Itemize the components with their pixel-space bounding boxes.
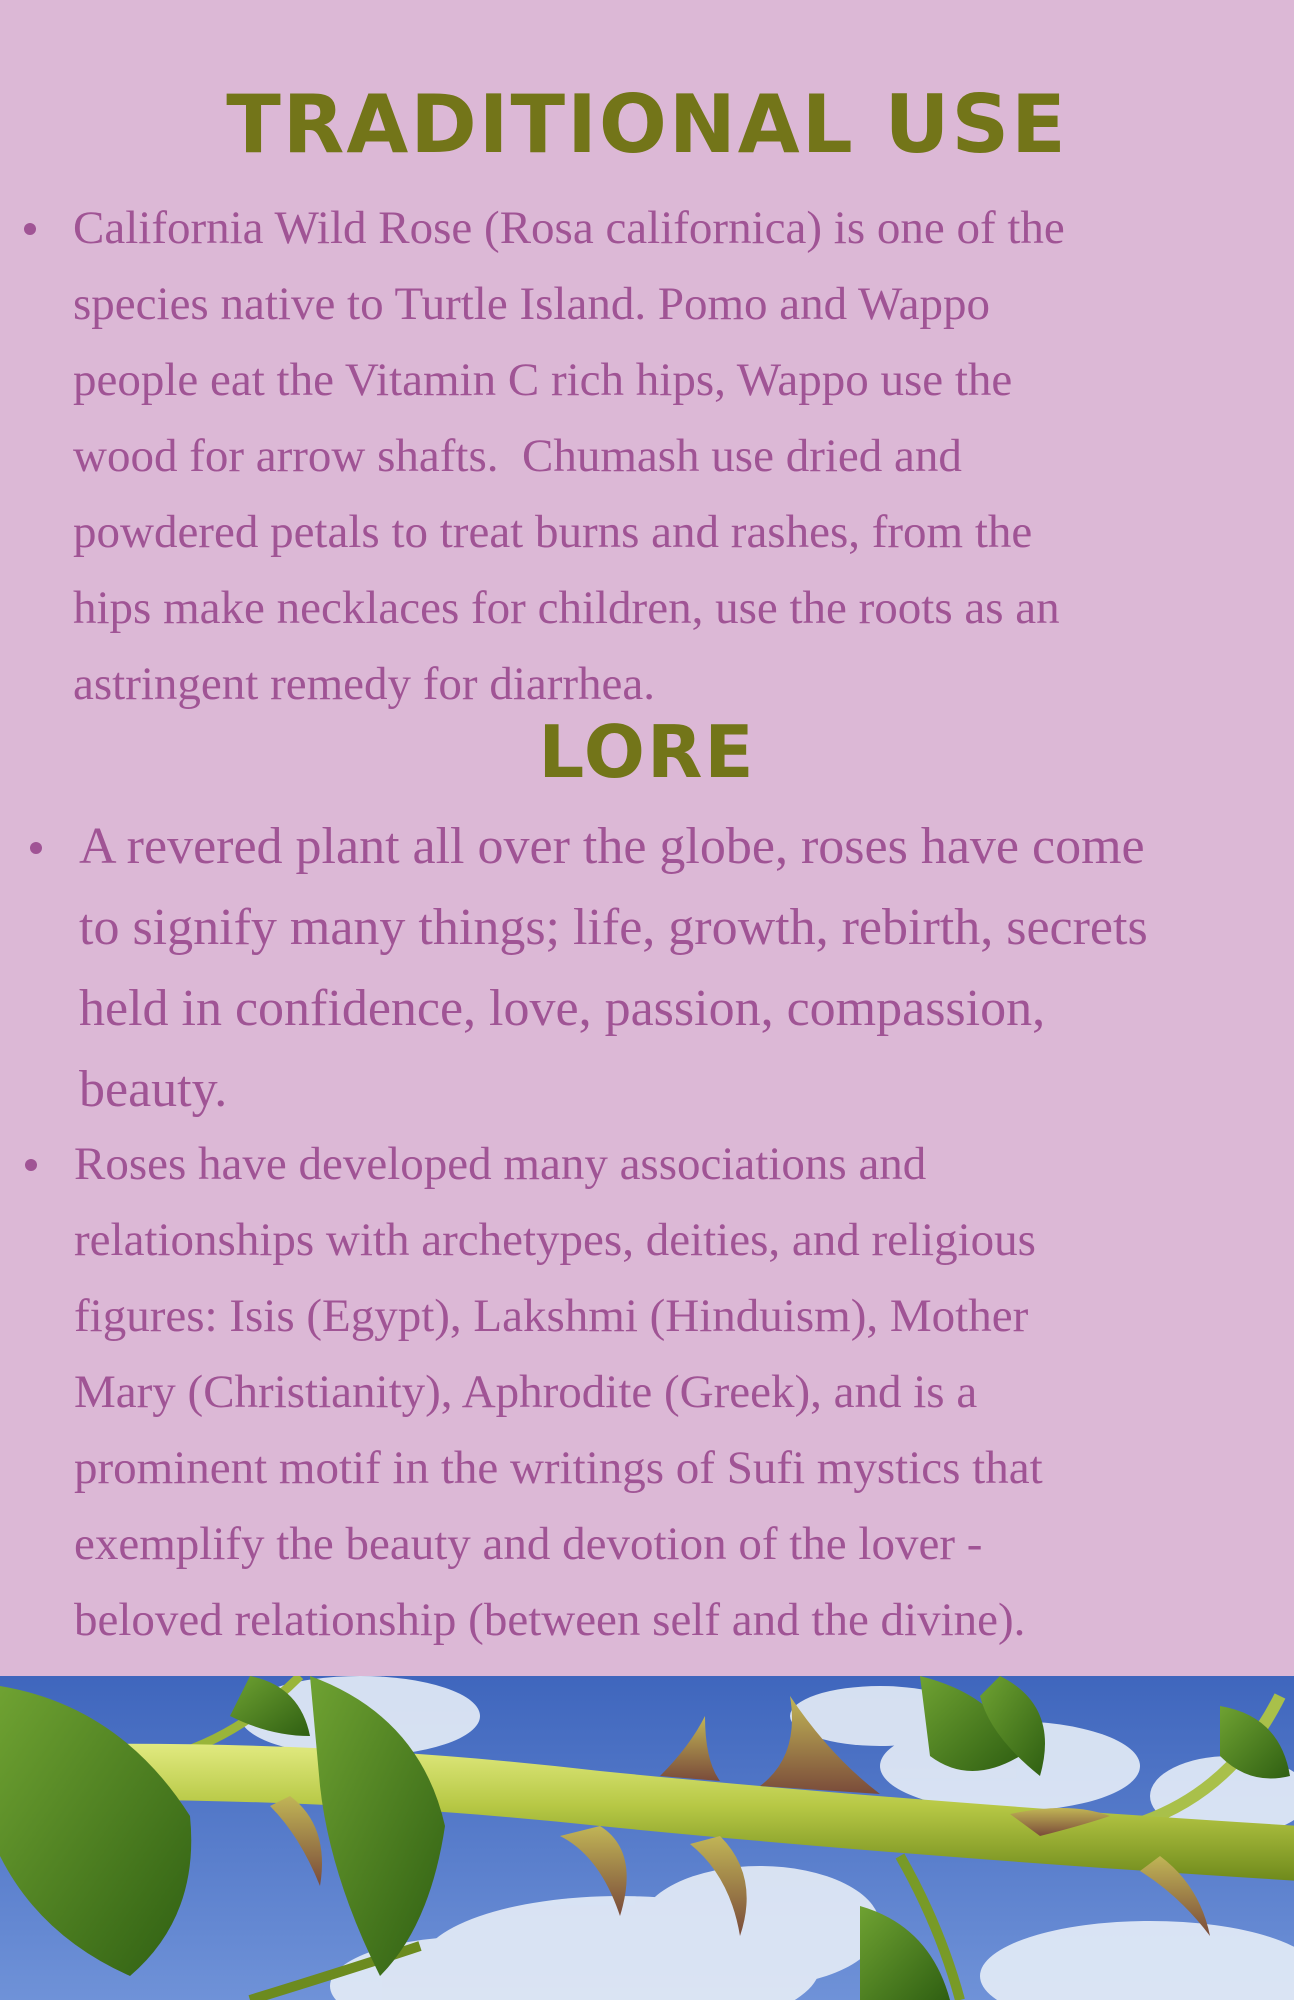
bullet-icon [25, 1159, 37, 1171]
list-item-line: Mary (Christianity), Aphrodite (Greek), and is a [74, 1366, 978, 1418]
list-item-line: exemplify the beauty and devotion of the lover - [74, 1518, 983, 1570]
list-item-line: A revered plant all over the globe, roses have come [79, 818, 1145, 875]
list-item-line: wood for arrow shafts. Chumash use dried and [73, 430, 962, 482]
bullet-icon [24, 223, 36, 235]
list-item-line: relationships with archetypes, deities, and religious [74, 1214, 1036, 1266]
list-item-line: beauty. [79, 1061, 228, 1118]
list-item [73, 190, 1273, 722]
list-item-line: California Wild Rose (Rosa californica) is one of the [73, 202, 1065, 254]
list-item-line: powdered petals to treat burns and rashes, from the [73, 506, 1033, 558]
list-item-line: Roses have developed many associations and [74, 1138, 927, 1190]
traditional-use-list [73, 190, 1273, 722]
traditional-use-heading: TRADITIONAL USE [226, 78, 1068, 171]
list-item [79, 806, 1279, 1130]
list-item-line: astringent remedy for diarrhea. [73, 658, 656, 710]
list-item-line: species native to Turtle Island. Pomo and Wappo [73, 278, 990, 330]
rose-stem-icon [0, 1676, 1294, 2000]
rose-stem-photo [0, 1676, 1294, 2000]
list-item-line: figures: Isis (Egypt), Lakshmi (Hinduism), Mother [74, 1290, 1029, 1342]
list-item-line: hips make necklaces for children, use the roots as an [73, 582, 1060, 634]
bullet-icon [30, 842, 42, 854]
list-item-line: beloved relationship (between self and the divine). [74, 1594, 1026, 1646]
list-item-line: people eat the Vitamin C rich hips, Wappo use the [73, 354, 1013, 406]
list-item-line: held in confidence, love, passion, compassion, [79, 980, 1046, 1037]
lore-heading: LORE [538, 710, 756, 794]
list-item-line: to signify many things; life, growth, rebirth, secrets [79, 899, 1148, 956]
list-item-line: prominent motif in the writings of Sufi mystics that [74, 1442, 1043, 1494]
lore-list-first [79, 806, 1279, 1130]
lore-list-second [74, 1126, 1274, 1658]
list-item [74, 1126, 1274, 1658]
